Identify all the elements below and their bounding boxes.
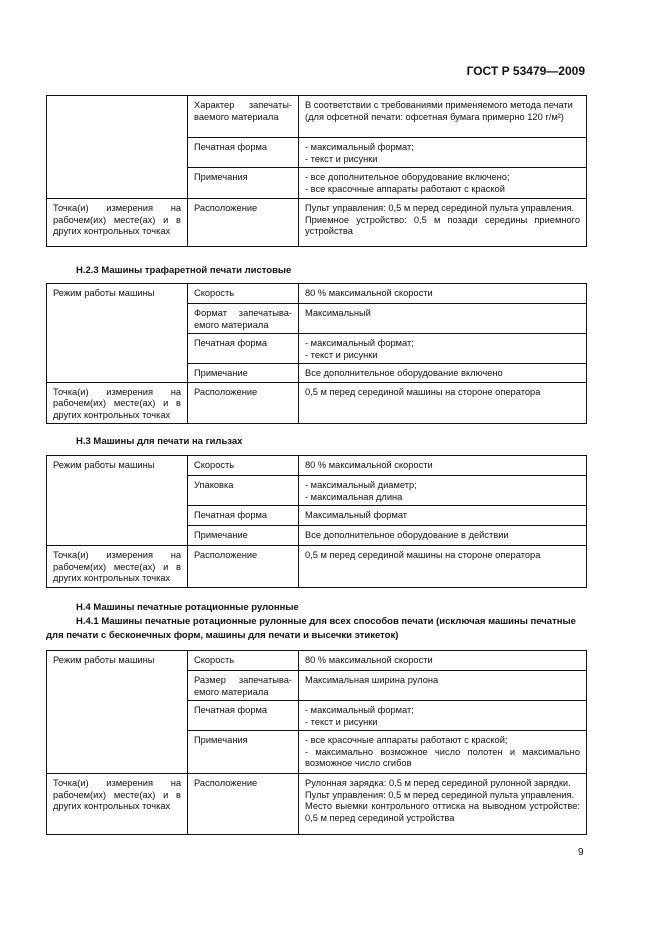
parameter-cell: Скорость [188,456,299,476]
section-heading-h3: Н.3 Машины для печати на гильзах [76,436,243,447]
value-line: - максимальный формат; [305,142,414,152]
mode-cell: Режим работы машины [47,456,188,476]
mode-cell [47,701,188,731]
mode-cell: Точка(и) измерения на рабочем(их) месте(ах) и в других контрольных точках [47,774,188,835]
table-row [47,304,587,334]
value-cell [299,284,587,304]
mode-cell [47,526,188,546]
value-cell [299,774,587,835]
value-cell [299,138,587,168]
value-cell [299,199,587,247]
value-line: - текст и рисунки [305,349,378,360]
value-line: В соответствии с требованиями применяемого метода печати [305,100,573,110]
table-row [47,138,587,168]
mode-cell: Режим работы машины [47,284,188,304]
table-row [47,382,587,424]
mode-cell [47,96,188,138]
parameter-cell: Примечания [188,731,299,774]
section-heading-h41: Н.4.1 Машины печатные ротационные рулонные для всех способов печати (исключая машины печатные для печати с бесконечных форм, машины для печати и высечки этикеток) [46,616,576,641]
parameter-cell: Скорость [188,651,299,671]
mode-cell [47,304,188,334]
value-line: Все дополнительное оборудование включено [305,368,503,378]
table-row [47,774,587,835]
table-row [47,334,587,364]
value-line: - максимальный формат; [305,705,414,715]
parameter-cell: Печатная форма [188,701,299,731]
parameter-cell: Упаковка [188,476,299,506]
table-row [47,476,587,506]
value-line: - максимальный формат; [305,338,414,348]
mode-cell [47,334,188,364]
parameter-cell: Примечание [188,526,299,546]
parameter-cell: Расположение [188,546,299,588]
table-row [47,168,587,199]
value-cell [299,96,587,138]
value-cell [299,506,587,526]
table-row [47,546,587,588]
mode-cell [47,731,188,774]
value-cell [299,304,587,334]
table-h23 [46,283,587,424]
parameter-cell: Печатная форма [188,334,299,364]
mode-cell [47,364,188,383]
mode-cell [47,506,188,526]
parameter-cell: Формат запечатыва-емого материала [188,304,299,334]
parameter-cell: Расположение [188,199,299,247]
parameter-cell: Печатная форма [188,138,299,168]
parameter-cell: Характер запечаты-ваемого материала [188,96,299,138]
section-heading-h23: Н.2.3 Машины трафаретной печати листовые [76,265,292,276]
value-cell [299,364,587,383]
table-h41 [46,650,587,835]
value-cell [299,456,587,476]
value-line: Место выемки контрольного оттиска на выводном устройстве: 0,5 м перед серединой устройства [305,801,580,823]
parameter-cell: Расположение [188,382,299,424]
value-line: 0,5 м перед серединой машины на стороне оператора [305,386,541,397]
value-line: - максимальный диаметр; [305,480,417,490]
parameter-cell: Примечание [188,364,299,383]
value-line: 80 % максимальной скорости [305,288,433,298]
value-line: - текст и рисунки [305,716,378,727]
value-line: Пульт управления: 0,5 м перед серединой пульта управления. [305,203,575,213]
mode-cell [47,671,188,701]
value-line: 80 % максимальной скорости [305,460,433,470]
value-line: Максимальная ширина рулона [305,675,439,685]
value-cell [299,651,587,671]
parameter-cell: Расположение [188,774,299,835]
table-h3 [46,455,587,588]
value-cell [299,546,587,588]
table-row [47,526,587,546]
value-cell [299,168,587,199]
section-heading-h4: Н.4 Машины печатные ротационные рулонные [76,602,299,613]
table-row [47,651,587,671]
mode-cell [47,138,188,168]
table-row [47,96,587,138]
parameter-cell: Размер запечатыва-емого материала [188,671,299,701]
mode-cell: Точка(и) измерения на рабочем(их) месте(ах) и в других контрольных точках [47,199,188,247]
parameter-cell: Печатная форма [188,506,299,526]
value-line: 80 % максимальной скорости [305,655,433,665]
value-line: - максимально возможное число полотен и максимально возможное число сгибов [305,746,580,768]
value-cell [299,731,587,774]
parameter-cell: Примечания [188,168,299,199]
page-number: 9 [578,847,584,858]
parameter-cell: Скорость [188,284,299,304]
value-line: - максимальная длина [305,491,403,502]
value-cell [299,671,587,701]
value-line: Приемное устройство: 0,5 м позади середины приемного устройства [305,214,580,236]
table-row [47,199,587,247]
value-line: Максимальный [305,308,371,318]
table-row [47,701,587,731]
value-cell [299,526,587,546]
value-line: Максимальный формат [305,510,408,520]
value-cell [299,382,587,424]
table-row [47,731,587,774]
value-line: 0,5 м перед серединой машины на стороне оператора [305,550,541,560]
table-continued [46,95,587,247]
mode-cell [47,476,188,506]
table-row [47,671,587,701]
value-cell [299,476,587,506]
value-line: - текст и рисунки [305,153,378,164]
document-header: ГОСТ Р 53479—2009 [466,64,585,78]
value-line: - все дополнительное оборудование включено; [305,172,510,182]
mode-cell [47,168,188,199]
table-row [47,506,587,526]
value-line: (для офсетной печати: офсетная бумага примерно 120 г/м²) [305,111,564,122]
value-line: - все красочные аппараты работают с краской [305,183,505,194]
table-row [47,456,587,476]
value-line: Пульт управления: 0,5 м перед серединой пульта управления. [305,789,575,800]
value-line: Рулонная зарядка: 0,5 м перед серединой рулонной зарядки. [305,778,571,788]
value-line: Все дополнительное оборудование в действии [305,530,509,540]
mode-cell: Точка(и) измерения на рабочем(их) месте(ах) и в других контрольных точках [47,546,188,588]
table-row [47,364,587,383]
mode-cell: Точка(и) измерения на рабочем(их) месте(ах) и в других контрольных точках [47,382,188,424]
value-line: - все красочные аппараты работают с краской; [305,735,508,745]
value-cell [299,701,587,731]
mode-cell: Режим работы машины [47,651,188,671]
value-cell [299,334,587,364]
table-row [47,284,587,304]
